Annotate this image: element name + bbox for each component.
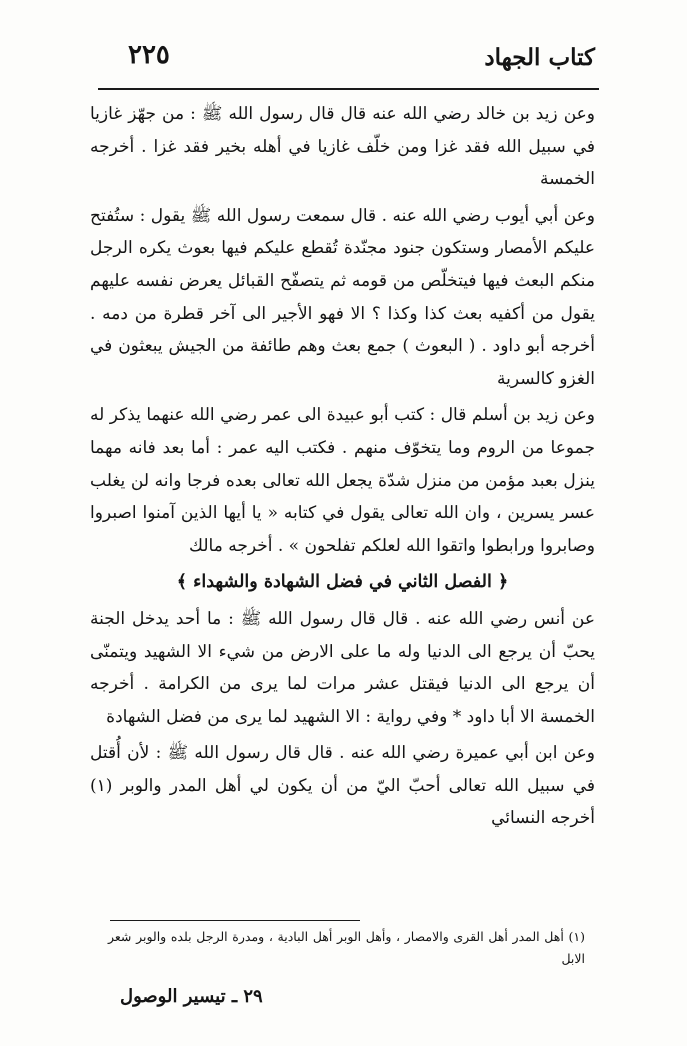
paragraph-zayd-ibn-aslam: وعن زيد بن أسلم قال : كتب أبو عبيدة الى عمر رضي الله عنهما يذكر له جموعا من الروم وما يتخوّف منهم . فكتب اليه عمر : أما بعد فانه مهما ينزل بعبد مؤمن من منزل شدّة يجعل الله تعالى بعده فرجا وانه لن يغلب عسر يسرين ، وان الله تعالى يقول في كتابه « يا أيها الذين آمنوا اصبروا وصابروا ورابطوا واتقوا الله لعلكم تفلحون » . أخرجه مالك xyxy=(90,405,595,556)
footer-signature: ٢٩ ـ تيسير الوصول xyxy=(120,986,263,1007)
book-title: كتاب الجهاد xyxy=(484,44,595,71)
paragraph-anas: عن أنس رضي الله عنه . قال قال رسول الله ﷺ : ما أحد يدخل الجنة يحبّ أن يرجع الى الدنيا وله ما على الارض من شيء الا الشهيد ويتمنّى أن يرجع الى الدنيا فيقتل عشر مرات لما يرى من الكرامة . أخرجه الخمسة الا أبا داود * وفي رواية : الا الشهيد لما يرى من فضل الشهادة xyxy=(90,608,595,727)
main-text xyxy=(90,98,595,835)
header-rule xyxy=(98,88,599,90)
paragraph-ibn-abi-amira: وعن ابن أبي عميرة رضي الله عنه . قال قال رسول الله ﷺ : لأن أُقتل في سبيل الله تعالى أحبّ اليّ من أن يكون لي أهل المدر والوبر (١) أخرجه النسائي xyxy=(90,743,595,829)
paragraph-abu-ayyub: وعن أبي أيوب رضي الله عنه . قال سمعت رسول الله ﷺ يقول : ستُفتح عليكم الأمصار وستكون جنود مجنّدة تُقطع عليكم فيها بعوث يكره الرجل منكم البعث فيها فيتخلّص من قومه ثم يتصفّح القبائل يعرض نفسه عليهم يقول من أكفيه بعث كذا وكذا ؟ الا فهو الأجير الى آخر قطرة من دمه . أخرجه أبو داود . ( البعوث ) جمع بعث وهم طائفة من الجيش يبعثون في الغزو كالسرية xyxy=(90,205,595,389)
footnote: (١) أهل المدر أهل القرى والامصار ، وأهل الوبر أهل البادية ، ومدرة الرجل بلده والوبر شعر الابل xyxy=(108,929,585,966)
page-header xyxy=(120,40,595,80)
page-number: ٢٢٥ xyxy=(128,40,170,70)
section-heading: ﴿ الفصل الثاني في فضل الشهادة والشهداء ﴾ xyxy=(176,572,509,593)
footnote-rule xyxy=(110,920,360,921)
paragraph-zayd-ibn-khalid: وعن زيد بن خالد رضي الله عنه قال قال رسول الله ﷺ : من جهّز غازيا في سبيل الله فقد غزا ومن خلّف غازيا في أهله بخير فقد غزا . أخرجه الخمسة xyxy=(90,104,595,190)
